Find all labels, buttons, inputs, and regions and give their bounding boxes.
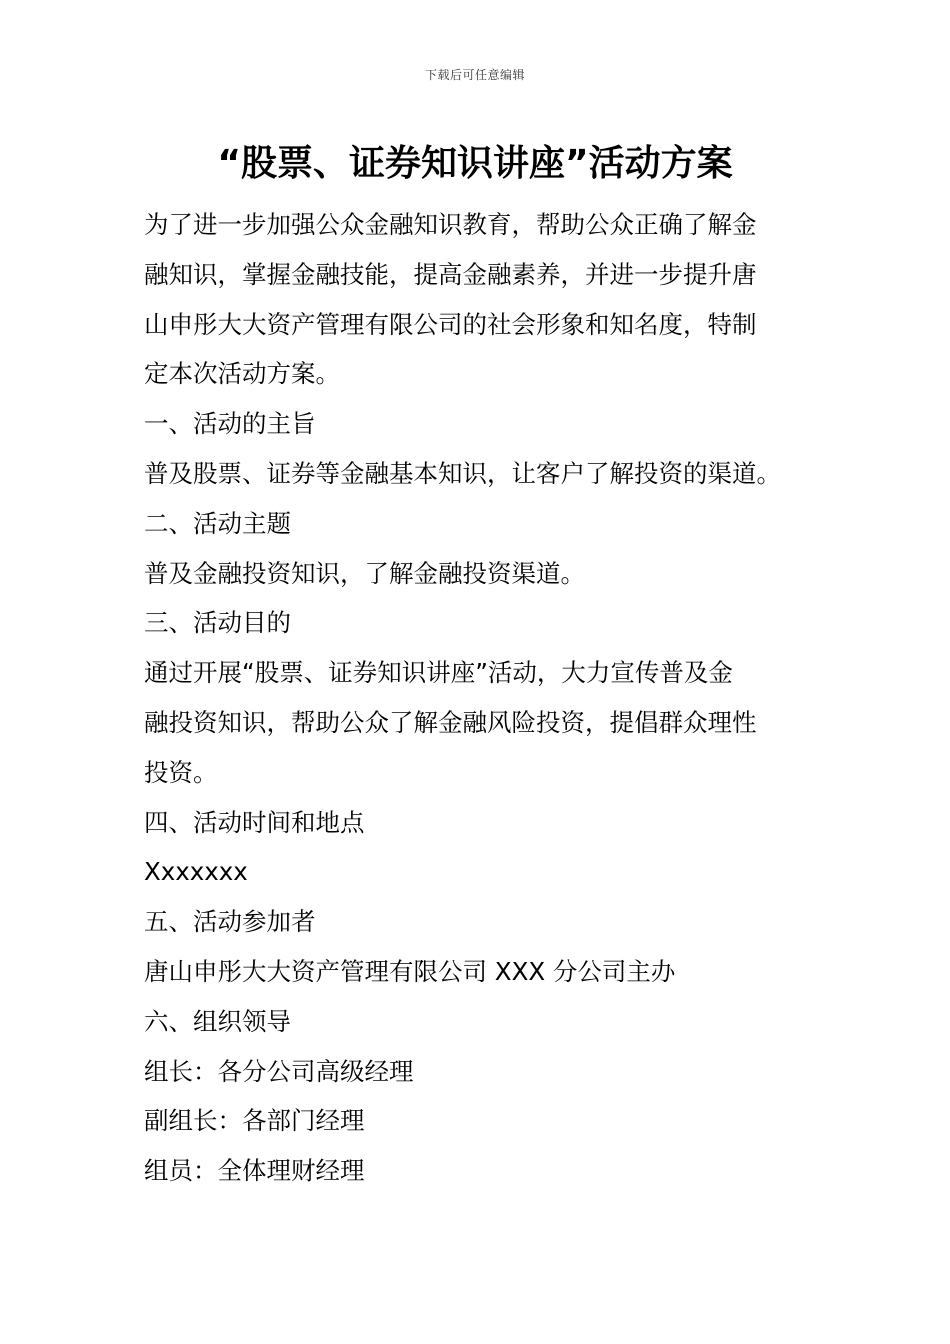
section-text-time-place: Xxxxxxx: [144, 857, 248, 887]
section-text-goal-line-3: 投资。: [144, 757, 218, 787]
section-text-purpose: 普及股票、证券等金融基本知识，让客户了解投资的渠道。: [144, 458, 781, 488]
section-text-theme: 普及金融投资知识，了解金融投资渠道。: [144, 558, 585, 588]
intro-paragraph-line-4: 定本次活动方案。: [144, 359, 340, 389]
header-note: 下载后可任意编辑: [424, 68, 525, 82]
intro-paragraph-line-3: 山申彤大大资产管理有限公司的社会形象和知名度，特制: [144, 309, 757, 339]
section-text-participants: 唐山申彤大大资产管理有限公司 XXX 分公司主办: [144, 956, 676, 986]
section-heading-purpose: 一、活动的主旨: [144, 409, 316, 439]
leadership-members: 组员：全体理财经理: [144, 1156, 365, 1186]
section-text-goal-line-1: 通过开展“股票、证券知识讲座”活动，大力宣传普及金: [144, 658, 733, 688]
leadership-leader: 组长：各分公司高级经理: [144, 1056, 414, 1086]
intro-paragraph-line-1: 为了进一步加强公众金融知识教育，帮助公众正确了解金: [144, 210, 757, 239]
leadership-deputy: 副组长：各部门经理: [144, 1106, 365, 1136]
document-title: “股票、证券知识讲座”活动方案: [217, 143, 733, 184]
section-heading-goal: 三、活动目的: [144, 608, 291, 638]
section-heading-leadership: 六、组织领导: [144, 1006, 291, 1036]
intro-paragraph-line-2: 融知识，掌握金融技能，提高金融素养，并进一步提升唐: [144, 259, 757, 289]
section-heading-participants: 五、活动参加者: [144, 907, 316, 937]
section-text-goal-line-2: 融投资知识，帮助公众了解金融风险投资，提倡群众理性: [144, 707, 757, 737]
document-body: [144, 200, 810, 1196]
section-heading-theme: 二、活动主题: [144, 508, 291, 538]
section-heading-time-place: 四、活动时间和地点: [144, 807, 365, 837]
